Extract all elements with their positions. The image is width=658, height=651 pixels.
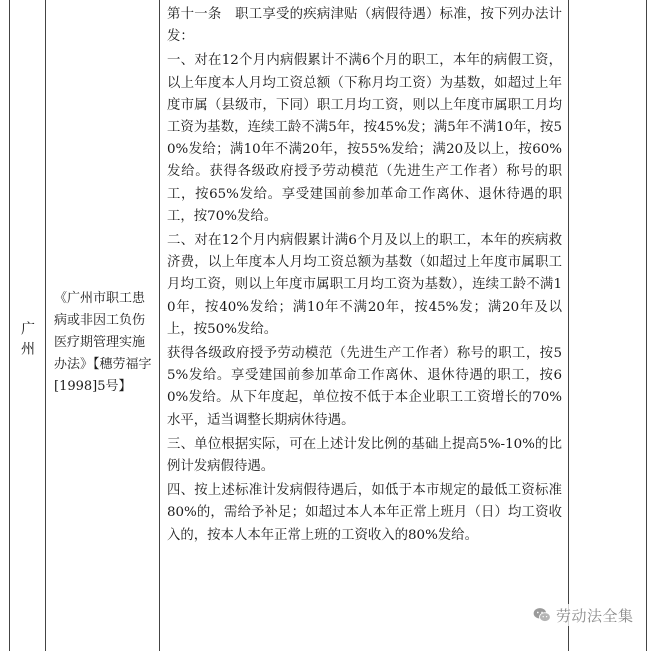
article-heading: 第十一条 职工享受的疾病津贴（病假待遇）标准，按下列办法计发：: [167, 7, 562, 45]
city-cell: [10, 0, 44, 651]
watermark: [528, 604, 638, 626]
regulation-cell: [46, 0, 159, 651]
table-border-right: [646, 0, 647, 651]
provisions-cell: [160, 0, 568, 651]
watermark-text: 劳动法全集: [556, 606, 634, 625]
regulation-title: 《广州市职工患病或非因工负伤医疗期管理实施办法》【穗劳福字[1998]5号】: [54, 290, 152, 394]
provision-paragraph: 三、单位根据实际，可在上述计发比例的基础上提高5%-10%的比例计发病假待遇。: [167, 436, 562, 475]
wechat-icon: [532, 605, 552, 625]
column-divider-3: [568, 0, 569, 651]
provision-paragraph: 二、对在12个月内病假累计满6个月及以上的职工，本年的疾病救济费，以上年度本人月均工资总额为基数（如超过上年度市属职工月均工资，则以上年度市属职工月均工资为基数），连续工龄不满10年，按40%发给；满10年不满20年，按45%发；满20年及以上，按50%发给。: [167, 233, 562, 337]
city-name: 广州: [19, 320, 35, 361]
provision-paragraph: 一、对在12个月内病假累计不满6个月的职工，本年的病假工资，以上年度本人月均工资总额（下称月均工资）为基数，如超过上年度市属（县级市，下同）职工月均工资，则以上年度市属职工月均工资为基数，连续工龄不满5年，按45%发；满5年不满10年，按50%发给；满10年不满20年，按55%发给；满20及以上，按60%发给。获得各级政府授予劳动模范（先进生产工作者）称号的职工，按65%发给。享受建国前参加革命工作离休、退休待遇的职工，按70%发给。: [167, 53, 562, 224]
provision-paragraph: 获得各级政府授予劳动模范（先进生产工作者）称号的职工，按55%发给。享受建国前参加革命工作离休、退休待遇的职工，按60%发给。从下年度起，单位按不低于本企业职工工资增长的70%水平，适当调整长期病休待遇。: [167, 346, 562, 428]
provision-paragraph: 四、按上述标准计发病假待遇后，如低于本市规定的最低工资标准80%的，需给予补足；如超过本人本年正常上班月（日）均工资收入的，按本人本年正常上班的工资收入的80%发给。: [167, 483, 562, 543]
